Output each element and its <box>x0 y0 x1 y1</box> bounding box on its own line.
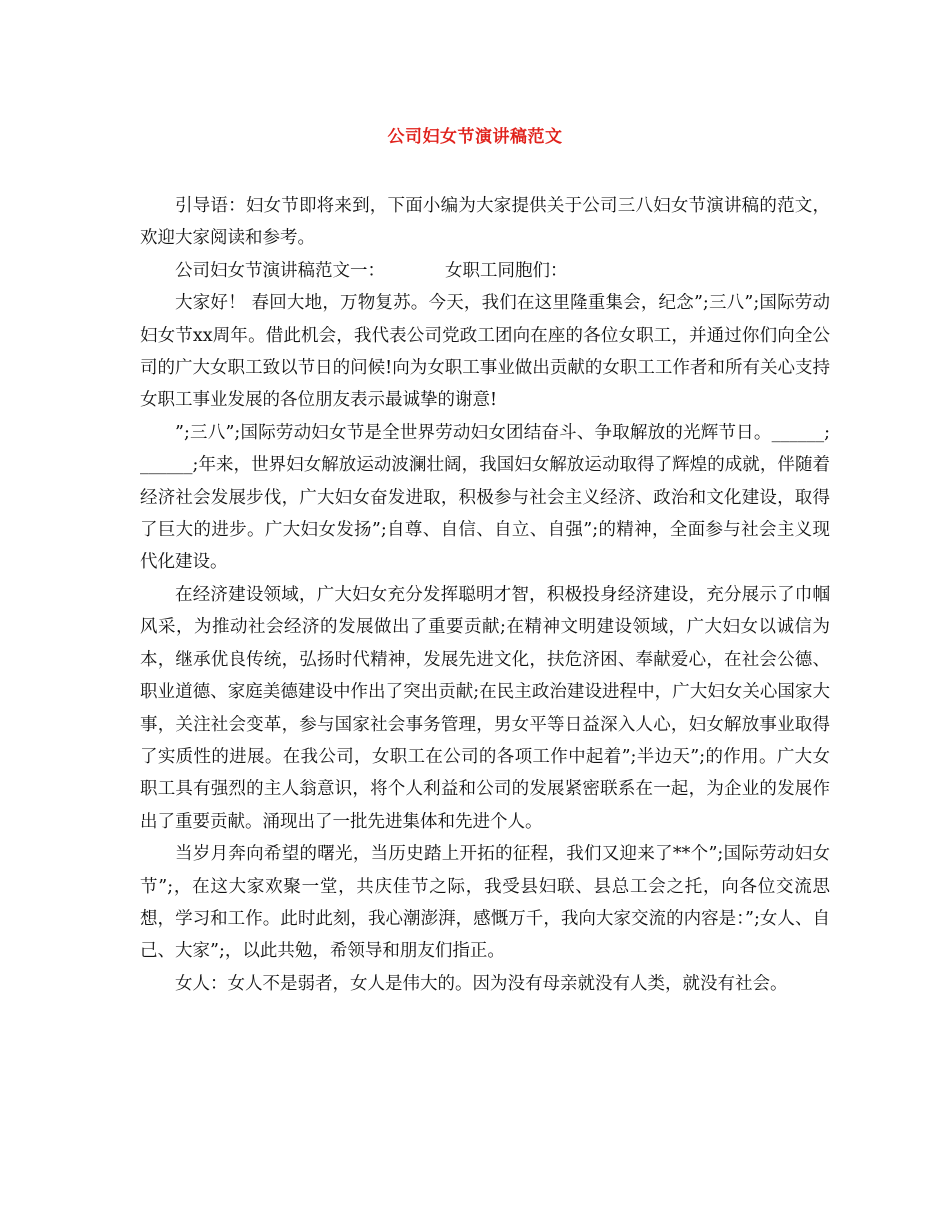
section-heading: 公司妇女节演讲稿范文一： <box>175 260 385 281</box>
paragraph-3: 在经济建设领域，广大妇女充分发挥聪明才智，积极投身经济建设，充分展示了巾帼风采，为推动社会经济的发展做出了重要贡献;在精神文明建设领域，广大妇女以诚信为本，继承优良传统，弘扬时代精神，发展先进文化，扶危济困、奉献爱心，在社会公德、职业道德、家庭美德建设中作出了突出贡献;在民主政治建设进程中，广大妇女关心国家大事，关注社会变革，参与国家社会事务管理，男女平等日益深入人心，妇女解放事业取得了实质性的进展。在我公司，女职工在公司的各项工作中起着”;半边天”;的作用。广大女职工具有强烈的主人翁意识，将个人利益和公司的发展紧密联系在一起，为企业的发展作出了重要贡献。涌现出了一批先进集体和先进个人。 <box>140 584 830 832</box>
paragraph-4: 当岁月奔向希望的曙光，当历史踏上开拓的征程，我们又迎来了**个”;国际劳动妇女节”;，在这大家欢聚一堂，共庆佳节之际，我受县妇联、县总工会之托，向各位交流思想，学习和工作。此时此刻，我心潮澎湃，感慨万千，我向大家交流的内容是：”;女人、自己、大家”;，以此共勉，希领导和朋友们指正。 <box>140 844 830 962</box>
section-heading-line <box>140 255 830 287</box>
intro-paragraph: 引导语：妇女节即将来到，下面小编为大家提供关于公司三八妇女节演讲稿的范文，欢迎大家阅读和参考。 <box>140 196 830 249</box>
paragraph-5: 女人：女人不是弱者，女人是伟大的。因为没有母亲就没有人类，就没有社会。 <box>175 973 788 994</box>
paragraph-2: ”;三八”;国际劳动妇女节是全世界劳动妇女团结奋斗、争取解放的光辉节日。______;______;年来，世界妇女解放运动波澜壮阔，我国妇女解放运动取得了辉煌的成就，伴随着经济社会发展步伐，广大妇女奋发进取，积极参与社会主义经济、政治和文化建设，取得了巨大的进步。广大妇女发扬”;自尊、自信、自立、自强”;的精神，全面参与社会主义现代化建设。 <box>140 422 830 573</box>
document-title: 公司妇女节演讲稿范文 <box>387 127 563 147</box>
document-body <box>140 190 830 1000</box>
salutation: 女职工同胞们： <box>445 260 568 281</box>
paragraph-1: 大家好！ 春回大地，万物复苏。今天，我们在这里隆重集会，纪念”;三八”;国际劳动妇女节xx周年。借此机会，我代表公司党政工团向在座的各位女职工，并通过你们向全公司的广大女职工致以节日的问候!向为女职工事业做出贡献的女职工工作者和所有关心支持女职工事业发展的各位朋友表示最诚挚的谢意! <box>140 293 830 411</box>
